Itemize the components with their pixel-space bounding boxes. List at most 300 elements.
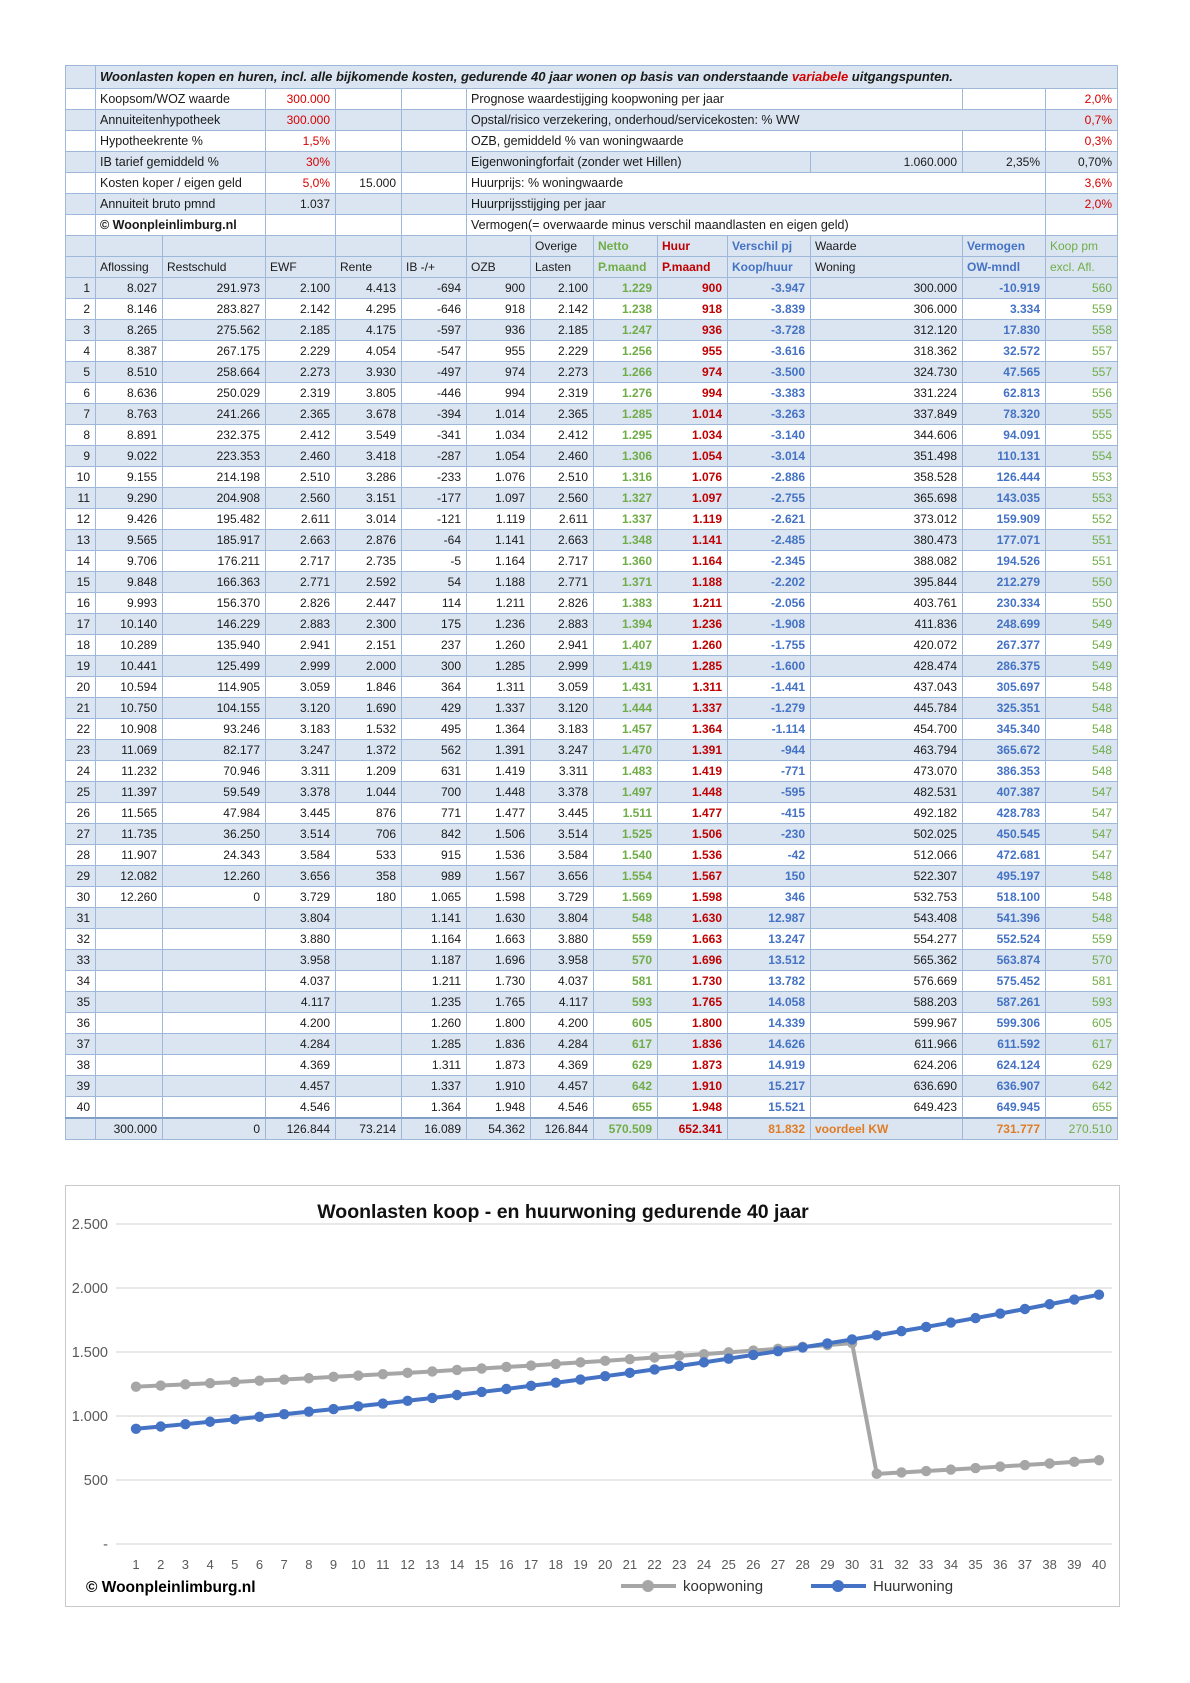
value-cell: 1.457 <box>594 719 658 740</box>
data-point <box>600 1371 610 1381</box>
value-cell <box>336 1097 402 1119</box>
year-row-28 <box>66 845 1118 866</box>
value-cell: 0 <box>163 887 266 908</box>
value-cell: 47.984 <box>163 803 266 824</box>
value-cell: 2.999 <box>266 656 336 677</box>
value-cell: 3.059 <box>531 677 594 698</box>
value-cell: 1.285 <box>594 404 658 425</box>
value-cell: 9.155 <box>96 467 163 488</box>
x-axis-label: 1 <box>132 1557 140 1572</box>
value-cell: 2.300 <box>336 614 402 635</box>
value-cell: 1.540 <box>594 845 658 866</box>
value-cell: 1.567 <box>658 866 728 887</box>
param-label: Annuiteitenhypotheek <box>96 110 266 131</box>
empty-cell <box>402 131 467 152</box>
data-point <box>872 1469 882 1479</box>
total-cell: 54.362 <box>467 1118 531 1140</box>
value-cell: 2.319 <box>531 383 594 404</box>
value-cell: 955 <box>467 341 531 362</box>
x-axis-label: 31 <box>869 1557 885 1572</box>
row-margin-cell <box>66 173 96 194</box>
value-cell: 918 <box>467 299 531 320</box>
value-cell: 1.188 <box>658 572 728 593</box>
value-cell: 4.457 <box>531 1076 594 1097</box>
data-point <box>304 1373 314 1383</box>
x-axis-label: 19 <box>573 1557 588 1572</box>
value-cell: 380.473 <box>811 530 963 551</box>
value-cell: -3.383 <box>728 383 811 404</box>
year-row-10 <box>66 467 1118 488</box>
value-cell: 143.035 <box>963 488 1046 509</box>
value-cell: 463.794 <box>811 740 963 761</box>
value-cell: -597 <box>402 320 467 341</box>
value-cell: 185.917 <box>163 530 266 551</box>
parameter-row <box>66 194 1118 215</box>
value-cell: 2.663 <box>531 530 594 551</box>
year-number: 17 <box>66 614 96 635</box>
value-cell: 237 <box>402 635 467 656</box>
value-cell: 3.334 <box>963 299 1046 320</box>
param-extra <box>336 131 402 152</box>
year-row-8 <box>66 425 1118 446</box>
value-cell: 611.592 <box>963 1034 1046 1055</box>
value-cell: 553 <box>1046 467 1118 488</box>
data-point <box>1044 1458 1054 1468</box>
value-cell: 2.447 <box>336 593 402 614</box>
total-cell: 270.510 <box>1046 1118 1118 1140</box>
data-point <box>452 1390 462 1400</box>
data-point <box>476 1363 486 1373</box>
data-point <box>551 1359 561 1369</box>
value-cell: -287 <box>402 446 467 467</box>
value-cell: 548 <box>1046 761 1118 782</box>
value-cell: 581 <box>594 971 658 992</box>
year-row-26 <box>66 803 1118 824</box>
value-cell: 1.910 <box>658 1076 728 1097</box>
year-number: 32 <box>66 929 96 950</box>
column-header: P.maand <box>658 257 728 278</box>
value-cell: 1.238 <box>594 299 658 320</box>
total-cell: 16.089 <box>402 1118 467 1140</box>
value-cell: -2.202 <box>728 572 811 593</box>
value-cell: 2.510 <box>266 467 336 488</box>
data-point <box>946 1464 956 1474</box>
value-cell: 1.391 <box>467 740 531 761</box>
value-cell: -2.485 <box>728 530 811 551</box>
value-cell: 428.783 <box>963 803 1046 824</box>
x-axis-label: 5 <box>231 1557 239 1572</box>
column-header: Huur <box>658 236 728 257</box>
value-cell: 2.185 <box>531 320 594 341</box>
value-cell: 3.958 <box>266 950 336 971</box>
value-cell: 642 <box>594 1076 658 1097</box>
param-value: 3,6% <box>1046 173 1118 194</box>
value-cell: 204.908 <box>163 488 266 509</box>
param-extra <box>336 194 402 215</box>
value-cell: 3.311 <box>266 761 336 782</box>
year-number: 20 <box>66 677 96 698</box>
year-row-30 <box>66 887 1118 908</box>
value-cell: 1.525 <box>594 824 658 845</box>
value-cell: 14.058 <box>728 992 811 1013</box>
value-cell: 1.316 <box>594 467 658 488</box>
value-cell: 156.370 <box>163 593 266 614</box>
x-axis-label: 4 <box>206 1557 214 1572</box>
value-cell: 24.343 <box>163 845 266 866</box>
year-row-33 <box>66 950 1118 971</box>
value-cell: -5 <box>402 551 467 572</box>
value-cell: 428.474 <box>811 656 963 677</box>
value-cell: 12.260 <box>163 866 266 887</box>
value-cell: -1.755 <box>728 635 811 656</box>
value-cell: 2.412 <box>531 425 594 446</box>
value-cell: 437.043 <box>811 677 963 698</box>
value-cell: 522.307 <box>811 866 963 887</box>
year-row-22 <box>66 719 1118 740</box>
total-cell: 652.341 <box>658 1118 728 1140</box>
param-value: 5,0% <box>266 173 336 194</box>
x-axis-label: 17 <box>523 1557 539 1572</box>
value-cell: 1.097 <box>467 488 531 509</box>
param-label: IB tarief gemiddeld % <box>96 152 266 173</box>
value-cell: 2.229 <box>266 341 336 362</box>
value-cell: 473.070 <box>811 761 963 782</box>
value-cell: 1.054 <box>467 446 531 467</box>
value-cell: 8.891 <box>96 425 163 446</box>
y-axis-label: 500 <box>83 1473 108 1489</box>
value-cell: 3.804 <box>266 908 336 929</box>
data-point <box>402 1396 412 1406</box>
year-row-4 <box>66 341 1118 362</box>
year-row-1 <box>66 278 1118 299</box>
year-number: 26 <box>66 803 96 824</box>
year-row-17 <box>66 614 1118 635</box>
value-cell: 558 <box>1046 320 1118 341</box>
value-cell: 900 <box>658 278 728 299</box>
value-cell: 3.445 <box>531 803 594 824</box>
value-cell: 2.663 <box>266 530 336 551</box>
value-cell: 14.339 <box>728 1013 811 1034</box>
value-cell: 550 <box>1046 593 1118 614</box>
x-axis-label: 18 <box>548 1557 564 1572</box>
value-cell: 3.286 <box>336 467 402 488</box>
value-cell: 2.510 <box>531 467 594 488</box>
value-cell: 557 <box>1046 341 1118 362</box>
value-cell: 611.966 <box>811 1034 963 1055</box>
year-number: 9 <box>66 446 96 467</box>
parameter-row <box>66 152 1118 173</box>
legend-marker <box>642 1580 654 1592</box>
x-axis-label: 15 <box>474 1557 489 1572</box>
x-axis-label: 40 <box>1091 1557 1107 1572</box>
value-cell: 1.119 <box>658 509 728 530</box>
corner-cell <box>66 66 96 89</box>
value-cell: 593 <box>1046 992 1118 1013</box>
value-cell: 3.549 <box>336 425 402 446</box>
value-cell: 1.311 <box>402 1055 467 1076</box>
value-cell: 135.940 <box>163 635 266 656</box>
value-cell: 3.880 <box>531 929 594 950</box>
value-cell: 1.014 <box>467 404 531 425</box>
value-cell: 318.362 <box>811 341 963 362</box>
value-cell: 146.229 <box>163 614 266 635</box>
value-cell: 1.364 <box>467 719 531 740</box>
value-cell: -595 <box>728 782 811 803</box>
value-cell <box>336 1013 402 1034</box>
value-cell: 553 <box>1046 488 1118 509</box>
column-header: Verschil pj <box>728 236 811 257</box>
value-cell: 429 <box>402 698 467 719</box>
value-cell: 2.142 <box>266 299 336 320</box>
value-cell: 230.334 <box>963 593 1046 614</box>
value-cell: 518.100 <box>963 887 1046 908</box>
value-cell: 1.630 <box>467 908 531 929</box>
value-cell: -1.441 <box>728 677 811 698</box>
sheet-title-tail: uitgangspunten. <box>848 69 953 84</box>
data-point <box>970 1313 980 1323</box>
value-cell: 1.097 <box>658 488 728 509</box>
year-number: 29 <box>66 866 96 887</box>
data-point <box>1069 1294 1079 1304</box>
value-cell: 2.717 <box>266 551 336 572</box>
value-cell: 4.284 <box>266 1034 336 1055</box>
value-cell: 54 <box>402 572 467 593</box>
value-cell: 3.059 <box>266 677 336 698</box>
value-cell: 110.131 <box>963 446 1046 467</box>
value-cell: 3.804 <box>531 908 594 929</box>
value-cell: 150 <box>728 866 811 887</box>
header-row-bottom <box>66 257 1118 278</box>
param-value <box>266 215 336 236</box>
value-cell: 541.396 <box>963 908 1046 929</box>
value-cell: 3.445 <box>266 803 336 824</box>
year-row-34 <box>66 971 1118 992</box>
value-cell: 9.022 <box>96 446 163 467</box>
totals-row <box>66 1118 1118 1140</box>
year-row-13 <box>66 530 1118 551</box>
value-cell: 989 <box>402 866 467 887</box>
value-cell: 1.431 <box>594 677 658 698</box>
value-cell: 1.511 <box>594 803 658 824</box>
param-extra <box>336 89 402 110</box>
value-cell: 547 <box>1046 824 1118 845</box>
value-cell: 1.532 <box>336 719 402 740</box>
value-cell <box>336 950 402 971</box>
value-cell: 1.470 <box>594 740 658 761</box>
value-cell: 2.717 <box>531 551 594 572</box>
value-cell: 9.426 <box>96 509 163 530</box>
param-label: Annuiteit bruto pmnd <box>96 194 266 215</box>
value-cell: 2.735 <box>336 551 402 572</box>
value-cell: 13.512 <box>728 950 811 971</box>
year-row-2 <box>66 299 1118 320</box>
value-cell: 82.177 <box>163 740 266 761</box>
value-cell: 59.549 <box>163 782 266 803</box>
series-line-koopwoning <box>136 1343 1099 1474</box>
data-point <box>797 1342 807 1352</box>
value-cell: -771 <box>728 761 811 782</box>
column-header: Koop pm <box>1046 236 1118 257</box>
value-cell: 1.569 <box>594 887 658 908</box>
value-cell: 180 <box>336 887 402 908</box>
value-cell: 593 <box>594 992 658 1013</box>
x-axis-label: 37 <box>1017 1557 1033 1572</box>
column-header <box>96 236 163 257</box>
param-label: Koopsom/WOZ waarde <box>96 89 266 110</box>
value-cell: 617 <box>1046 1034 1118 1055</box>
column-header <box>66 257 96 278</box>
y-axis-label: 1.000 <box>71 1409 108 1425</box>
value-cell: 324.730 <box>811 362 963 383</box>
value-cell: 4.200 <box>531 1013 594 1034</box>
param-value: 0,7% <box>1046 110 1118 131</box>
value-cell: -3.500 <box>728 362 811 383</box>
value-cell: 1.164 <box>402 929 467 950</box>
value-cell: 551 <box>1046 551 1118 572</box>
sheet-title-highlight: variabele <box>791 69 849 84</box>
value-cell: 1.337 <box>467 698 531 719</box>
data-point <box>773 1346 783 1356</box>
value-cell: 1.497 <box>594 782 658 803</box>
column-header: Rente <box>336 257 402 278</box>
year-number: 12 <box>66 509 96 530</box>
value-cell: -177 <box>402 488 467 509</box>
value-cell: -64 <box>402 530 467 551</box>
value-cell: 1.536 <box>467 845 531 866</box>
legend-marker <box>832 1580 844 1592</box>
value-cell: 532.753 <box>811 887 963 908</box>
data-point <box>575 1357 585 1367</box>
total-cell: 81.832 <box>728 1118 811 1140</box>
data-point <box>378 1369 388 1379</box>
value-cell: 1.236 <box>467 614 531 635</box>
value-cell: 548 <box>1046 698 1118 719</box>
value-cell: 275.562 <box>163 320 266 341</box>
value-cell: 563.874 <box>963 950 1046 971</box>
value-cell <box>163 1034 266 1055</box>
value-cell: 552.524 <box>963 929 1046 950</box>
value-cell: 3.120 <box>266 698 336 719</box>
value-cell: 1.836 <box>658 1034 728 1055</box>
column-header <box>336 236 402 257</box>
data-point <box>995 1308 1005 1318</box>
value-cell: 1.598 <box>658 887 728 908</box>
year-row-14 <box>66 551 1118 572</box>
value-cell: 1.247 <box>594 320 658 341</box>
value-cell: 1.873 <box>658 1055 728 1076</box>
value-cell: 14.626 <box>728 1034 811 1055</box>
value-cell: 994 <box>467 383 531 404</box>
year-number: 11 <box>66 488 96 509</box>
value-cell: 1.285 <box>467 656 531 677</box>
param-value: 1.060.000 <box>811 152 963 173</box>
year-number: 21 <box>66 698 96 719</box>
chart-copyright: © Woonpleinlimburg.nl <box>86 1579 256 1596</box>
param-label: Huurprijs: % woningwaarde <box>467 173 1046 194</box>
year-row-31 <box>66 908 1118 929</box>
data-point <box>155 1380 165 1390</box>
value-cell: 548 <box>1046 719 1118 740</box>
value-cell: 649.423 <box>811 1097 963 1119</box>
value-cell: 1.119 <box>467 509 531 530</box>
value-cell: 241.266 <box>163 404 266 425</box>
value-cell: 32.572 <box>963 341 1046 362</box>
value-cell: 1.076 <box>467 467 531 488</box>
x-axis-label: 28 <box>795 1557 810 1572</box>
value-cell: 125.499 <box>163 656 266 677</box>
value-cell: 2.941 <box>531 635 594 656</box>
data-point <box>328 1404 338 1414</box>
total-cell: 126.844 <box>266 1118 336 1140</box>
value-cell: 8.510 <box>96 362 163 383</box>
value-cell: 1.506 <box>658 824 728 845</box>
value-cell: 1.800 <box>467 1013 531 1034</box>
value-cell <box>96 1097 163 1119</box>
data-point <box>353 1370 363 1380</box>
parameter-row <box>66 173 1118 194</box>
row-margin-cell <box>66 215 96 236</box>
value-cell: 1.444 <box>594 698 658 719</box>
value-cell: 1.419 <box>594 656 658 677</box>
value-cell: 388.082 <box>811 551 963 572</box>
value-cell: 548 <box>1046 908 1118 929</box>
x-axis-label: 26 <box>746 1557 761 1572</box>
value-cell <box>336 1076 402 1097</box>
year-number: 27 <box>66 824 96 845</box>
total-cell: 731.777 <box>963 1118 1046 1140</box>
value-cell: 2.611 <box>266 509 336 530</box>
year-number: 16 <box>66 593 96 614</box>
value-cell: 1.948 <box>467 1097 531 1119</box>
value-cell: 14.919 <box>728 1055 811 1076</box>
year-number: 7 <box>66 404 96 425</box>
value-cell: 482.531 <box>811 782 963 803</box>
row-margin-cell <box>66 152 96 173</box>
value-cell <box>96 950 163 971</box>
value-cell: 2.771 <box>266 572 336 593</box>
value-cell: 557 <box>1046 362 1118 383</box>
value-cell: 1.034 <box>658 425 728 446</box>
value-cell: 495.197 <box>963 866 1046 887</box>
value-cell: 549 <box>1046 656 1118 677</box>
value-cell: 1.327 <box>594 488 658 509</box>
value-cell: 1.285 <box>402 1034 467 1055</box>
param-label: OZB, gemiddeld % van woningwaarde <box>467 131 963 152</box>
value-cell: 300 <box>402 656 467 677</box>
value-cell: 3.247 <box>531 740 594 761</box>
value-cell: 3.183 <box>531 719 594 740</box>
x-axis-label: 20 <box>597 1557 613 1572</box>
value-cell <box>336 1034 402 1055</box>
value-cell: 9.565 <box>96 530 163 551</box>
year-row-21 <box>66 698 1118 719</box>
value-cell: 617 <box>594 1034 658 1055</box>
data-point <box>970 1463 980 1473</box>
value-cell: 214.198 <box>163 467 266 488</box>
value-cell: 12.987 <box>728 908 811 929</box>
value-cell: 2.826 <box>266 593 336 614</box>
column-header: OZB <box>467 257 531 278</box>
value-cell: 11.069 <box>96 740 163 761</box>
value-cell: -10.919 <box>963 278 1046 299</box>
data-point <box>1094 1289 1104 1299</box>
value-cell: 994 <box>658 383 728 404</box>
value-cell: 1.846 <box>336 677 402 698</box>
value-cell: 1.285 <box>658 656 728 677</box>
value-cell: 1.187 <box>402 950 467 971</box>
sheet-title <box>96 66 1118 89</box>
value-cell: 195.482 <box>163 509 266 530</box>
